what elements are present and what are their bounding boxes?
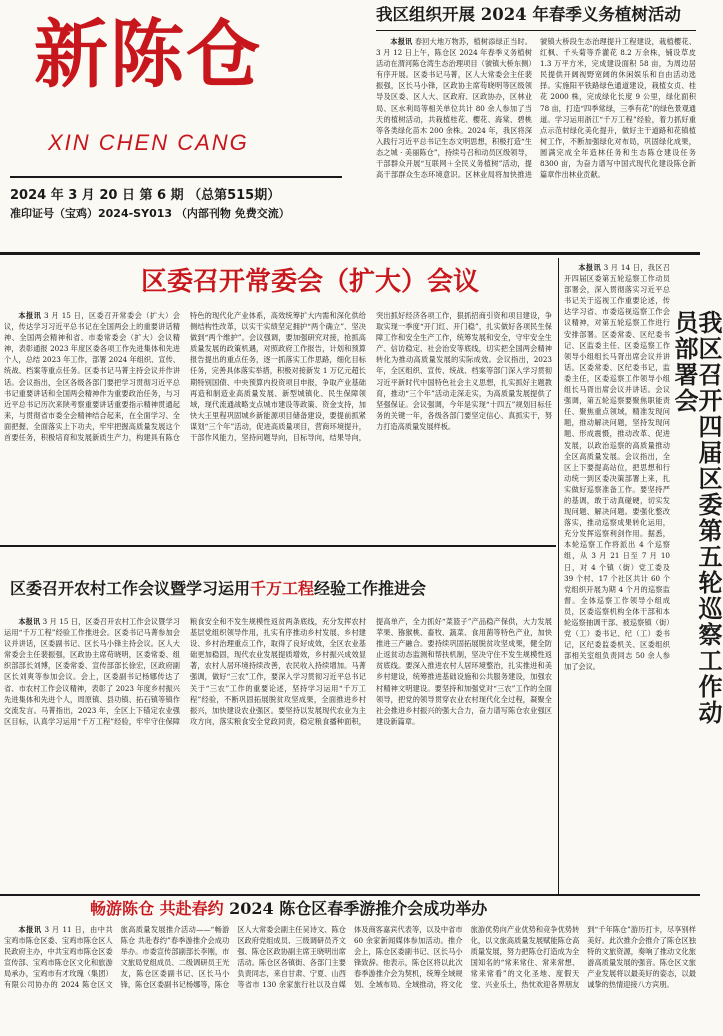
rural-work-headline-highlight: 千万工程 <box>250 579 315 598</box>
tree-headline: 我区组织开展 2024 年春季义务植树活动 <box>376 5 681 24</box>
tree-rule <box>376 30 696 31</box>
rural-work-text: 3 月 15 日，区委召开农村工作会议暨学习运用“千万工程”经验工作推进会。区委书记马菁参加会议并讲话，区委副书记、区长马小锋主持会议。区人大常委会主任裴振强，区政协主席苟晓明，区委常委、组织部部长刘博，区委常委、宣传部部长徐宏，区政府副区长刘爽等参加会议。会上，区委副书记杨娜传达了省、市农村工作会议精神，表彰了 2023 年度乡村振兴先进集体和先进个人，周原镇、县功镇、拓石镇等镇作交流发言。马菁指出，2023 年，全区上下锚定农业强区目标，认真学习运用“千万工程”经验，牢牢守住保障粮食安全和不发生规模性返贫两条底线，充分发挥农村基层党组织领导作用，扎实有序推动乡村发展、乡村建设、乡村治理重点工作，取得了良好成效，全区农业基础更加稳固，现代农业发展提质增效，乡村振兴成效显著，农村人居环境持续改善，农民收入持续增加。马菁强调，做好“三农”工作，要深入学习贯彻习近平总书记关于“三农”工作的重要论述，坚持学习运用“千万工程”经验，不断巩固拓展脱贫攻坚成果，全面推进乡村振兴，加快建设农业强区。要坚持以发展现代农业为主攻方向，落实粮食安全党政同责，稳定粮食播种面积，提高单产，全力抓好“菜篮子”产品稳产保供，大力发展苹果、猕猴桃、畜牧、蔬菜、食用菌等特色产业，加快推进三产融合。要持续巩固拓展脱贫攻坚成果，健全防止返贫动态监测和帮扶机制，坚决守住不发生规模性返贫底线。要深入推进农村人居环境整治，扎实推进和美乡村建设，统筹推进基础设施和公共服务建设，加强农村精神文明建设。要坚持和加强党对“三农”工作的全面领导，把党的领导贯穿农业农村现代化全过程，凝聚全社会推进乡村振兴的强大合力，奋力谱写陈仓农业强区建设新篇章。 <box>4 617 552 726</box>
inspection-tag: 本报讯 <box>578 263 601 272</box>
masthead <box>4 0 342 244</box>
rural-work-headline <box>10 580 550 598</box>
tree-text: 春回大地万物苏，植树添绿正当时。3 月 12 日上午，陈仓区 2024 年春季义务植树活动在渭河陈仓湾生态治理项目（虢镇大桥东侧）有序开展。区委书记马菁，区人大常委会主任裴振强，区长马小锋，区政协主席苟晓明等区级领导及区委、区人大、区政府、区政协办，区林业局、区水利局等相关单位共计 80 余人参加了当天的植树活动，共栽植桂花、樱花、海棠、碧桃等各类绿化苗木 200 余株。2024 年，我区将深入践行习近平总书记生态文明思想，积极打造“生态之城 · 美丽陈仓”，持续号召和动员区级领导，干部群众开展“互联网＋全民义务植树”活动，提高干部群众生态环境意识。区林业局将加快推进虢镇大桥段生态治理提升工程建设，栽植樱花、红枫、千头菊等乔灌花 8.2 万余株，铺设草皮 1.3 万平方米，完成建设面积 58 亩，为周边居民提供开阔视野宽阔的休闲娱乐和自由活动选择。实施阳平铁路绿色通道建设，栽植女贞、桂花 2000 株，完成绿化长度 9 公里，绿化面积 78 亩，打造“四季常绿，三季有花”的绿色景观通道。学习运用浙江“千万工程”经验，着力抓好重点示范村绿化美化提升，做好主干道路和花镇植树工作，不断加强绿化对布局，巩固绿化成果，圆满完成全年造林任务和生态陈仓建设任务 8300 亩，为奋力谱写中国式现代化建设陈仓新篇章作出林业贡献。 <box>376 37 696 180</box>
inspection-text: 3 月 14 日，我区召开四届区委第五轮巡察工作动员部署会，深入贯彻落实习近平总书记关于巡视工作重要论述，传达学习省、市委巡视巡察工作会议精神，对第五轮巡察工作进行安排部署。区委常委、区纪委书记、区监委主任、区委巡察工作领导小组组长马胥出席会议并讲话。区委常委、区纪委书记，监委主任，区委巡察工作领导小组组长马胥出席会议并讲话。会议强调，第五轮巡察要聚焦职能责任、聚焦重点领域，精准发现问题，推动解决问题，坚持发现问题、形成震慑，推动改革、促进发展，以政治巡察的高质量推动全区高质量发展。会议指出，全区上下要提高站位，把思想和行动统一到区委决策部署上来，扎实做好巡察准备工作。要坚持严的基调，敢于动真碰硬，切实发现问题、解决问题。要强化整改落实，推动巡察成果转化运用，充分发挥巡察利剑作用。据悉，本轮巡察工作将派出 4 个巡察组，从 3 月 21 日至 7 月 10 日，对 4 个镇（街）党工委及 39 个村、17 个社区共计 60 个党组织开展为期 4 个月的巡察监督。全体巡察工作领导小组成员，区委巡察机构全体干部和本轮巡察抽调干部、被巡察镇（街）党（工）委书记、纪（工）委书记，区纪委监委机关、区委组织部相关室组负责同志 50 余人参加了会议。 <box>564 263 670 672</box>
tourism-headline <box>90 900 610 918</box>
section-rule-rural <box>0 545 556 547</box>
standing-committee-tag: 本报讯 <box>18 311 42 320</box>
section-rule-bottom <box>0 894 700 896</box>
rural-work-body <box>4 616 552 890</box>
standing-committee-text: 3 月 15 日，区委召开常委会（扩大）会议，传达学习习近平总书记在全国两会上的重要讲话精神、全国两会精神和省、市委常委会（扩大）会议精神，表彰通报 2023 年度区委各项工作先进集体和先进个人，总结 2023 年工作，部署 2024 年组织、宣传、统战、档案等重点任务。区委书记马菁主持会议并作讲话。会议指出，全区各级各部门要把学习贯彻习近平总书记重要讲话和全国两会精神作为重要政治任务，与习近平总书记历次来陕考察重要讲话重要指示精神贯通起来，与贯彻省市委全会精神结合起来，在全面学习、全面把握、全面落实上下功夫，牢牢把握高质量发展这个首要任务，积极培育和发展新质生产力，构建具有陈仓特色的现代化产业体系，高效统筹扩大内需和深化供给侧结构性改革，以实干实绩坚定拥护“两个确立”、坚决做到“两个维护”。会议强调，要加强研究对接，抢抓高质量发展的政策机遇，对照政府工作报告，计划和预算报告提出的重点任务，逐一抓落实工作思路，细化目标任务，完善具体落实举措，积极对接新发 1 万亿元超长期特别国债、中央预算内投资项目申报，争取产业基础再造和制造业高质量发展、新型城镇化、民生保障领域，现代流通战略支点城市建设等政策、资金支持，加快大王里程巩固城乡新能源项目储备建设，要提前抓紧谋划“三个年”活动，促进高质量项目，营商环境提升，干部作风能力，坚持问题导向，目标导向，结果导向，突出抓好经济各项工作，狠抓招商引资和项目建设，争取实现一季度“开门红、开门稳”，扎实做好各项民生保障工作和安全生产工作，统筹发展和安全，守牢安全生产、信访稳定、社会治安等底线，切实把全国两会精神转化为推动高质量发展的实际成效。会议指出，2023 年，全区组织、宣传、统战、档案等部门深入学习贯彻习近平新时代中国特色社会主义思想，扎实抓好主题教育，推动“三个年”活动走深走实，为高质量发展提供了坚强保证。会议强调，今年是实现“十四五”规划目标任务的关键一年，各级各部门要坚定信心、真抓实干，努力打造高质量发展样板。 <box>4 311 552 443</box>
section-rule-top <box>0 252 700 255</box>
tourism-text: 3 月 11 日，由中共宝鸡市陈仓区委、宝鸡市陈仓区人民政府主办，中共宝鸡市陈仓区委宣传部、宝鸡市陈仓区文化和旅游局承办，宝鸡市有才玫瑰（集团）有限公司协办的 2024 陈仓区文旅高质量发展推介活动——“畅游陈仓 共赴春约”春季游推介会成功举办。市委宣传部副部长李刚，市文旅局党组成员、二级调研员王光友，陈仓区委副书记、区长马小锋，陈仓区委副书记杨娜等，陈仓区人大常委会副主任吴诗文、陈仓区政府党组成员、三级调研员齐文强、陈仓区政协副主席王晓明出席活动。陈仓区各镇街、各部门主要负责同志，来自甘肃、宁夏、山西等省市 130 余家旅行社以及自媒体及商客嘉宾代表等，以及中省市 60 余家新闻媒体参加活动。推介会上，陈仓区委副书记、区长马小锋致辞。他表示，陈仓区将以此次春季游推介会为契机，统筹全域规划、全域布局、全域推动，将文化旅游优势向产业优势和竞争优势转化，以文旅高质量发展赋能陈仓高质量发展，努力把陈仓打造成为全国知名的“常来常住、常来常想、常来常看”的文化圣地、度假天堂、兴业乐土，热忱欢迎各界朋友到“千年陈仓”游历打卡，尽享别样美好。此次推介会推介了陈仓区独特的文旅资源，奏响了推动文化旅游高质量发展的强音。陈仓区文旅产业发展将以最美好的姿态，以最诚挚的热情迎接八方宾朋。 <box>4 925 696 990</box>
tourism-tag: 本报讯 <box>18 925 42 934</box>
rural-work-headline-end: 经验工作推进会 <box>314 579 427 598</box>
column-divider <box>558 258 559 894</box>
rural-work-headline-main: 区委召开农村工作会议暨学习运用 <box>10 579 251 598</box>
standing-committee-body <box>4 310 552 540</box>
rural-work-tag: 本报讯 <box>18 617 41 626</box>
tourism-body <box>4 924 696 1032</box>
inspection-body <box>564 262 670 890</box>
inspection-headline: 我区召开四届区委第五轮巡察工作动员部署会 <box>670 310 723 726</box>
permit-line: 准印证号（宝鸡）2024-SY013 （内部刊物 免费交流） <box>10 207 290 220</box>
tourism-headline-end: 2024 陈仓区春季游推介会成功举办 <box>229 899 488 918</box>
tourism-headline-highlight: 畅游陈仓 共赴春约 <box>90 899 224 918</box>
standing-committee-headline: 区委召开常委会（扩大）会议 <box>140 267 479 297</box>
masthead-pinyin: XIN CHEN CANG <box>48 130 249 155</box>
tree-tag: 本报讯 <box>390 37 413 46</box>
issue-line: 2024 年 3 月 20 日 第 6 期 （总第515期） <box>10 188 281 203</box>
masthead-rule <box>10 176 342 178</box>
masthead-title: 新陈仓 <box>34 12 262 98</box>
tree-body <box>376 36 696 248</box>
